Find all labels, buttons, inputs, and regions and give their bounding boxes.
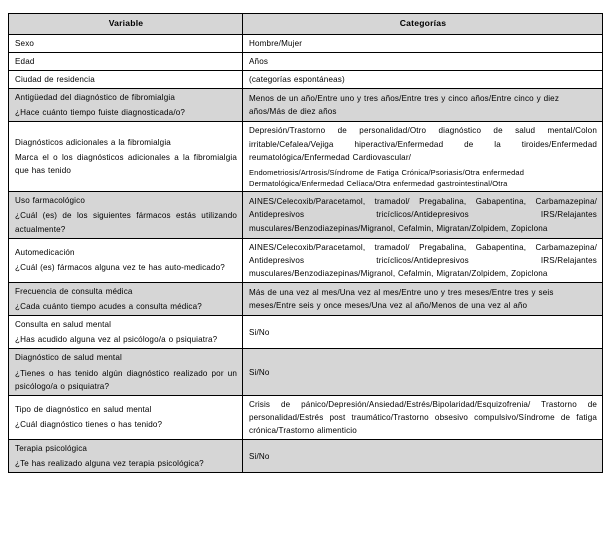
variables-table [8, 13, 603, 473]
cell-categorias [243, 53, 603, 71]
categoria-line: Si/No [249, 451, 270, 461]
categoria-line: Menos de un año/Entre uno y tres años/Entre tres y cinco años/Entre cinco y diez años/Más de diez años [249, 94, 560, 117]
table-row [9, 89, 603, 122]
cell-variable [9, 395, 243, 439]
table-row [9, 395, 603, 439]
variable-question: ¿Hace cuánto tiempo fuiste diagnosticada/o? [15, 108, 186, 118]
categoria-line: Crisis de pánico/Depresión/Ansiedad/Estrés/Bipolaridad/Esquizofrenia/ Trastorno de personalidad/Estrés post traumático/Trastorno obsesivo compulsivo/Síndrome de fatiga crónica/Trastorno alimenticio [249, 399, 597, 435]
table-row [9, 53, 603, 71]
cell-categorias [243, 192, 603, 238]
table-row [9, 71, 603, 89]
cell-variable [9, 238, 243, 282]
table-row [9, 238, 603, 282]
categoria-line: AINES/Celecoxib/Paracetamol, tramadol/ Pregabalina, Gabapentina, Carbamazepina/ Antidepresivos tricíclicos/Antidepresivos IRS/Relajantes musculares/Benzodiazepinas/Migranol, Cefalmin, Migratan/Zolpidem, Zopiclona [249, 242, 597, 278]
variable-name: Automedicación [15, 248, 75, 258]
variable-question: ¿Has acudido alguna vez al psicólogo/a o psiquiatra? [15, 335, 218, 345]
table-row [9, 122, 603, 192]
categoria-line: Si/No [249, 327, 270, 337]
categoria-paragraph: Depresión/Trastorno de personalidad/Otro diagnóstico de salud mental/Colon irritable/Cefalea/Vejiga hiperactiva/Enfermedad de la tiroides/Enfermedad reumatológica/Enfermedad Cardiovascular/ [249, 126, 597, 162]
cell-variable [9, 71, 243, 89]
variable-name: Diagnósticos adicionales a la fibromialgia [15, 138, 171, 148]
table-row [9, 192, 603, 238]
cell-categorias [243, 34, 603, 52]
variable-name: Sexo [15, 38, 35, 48]
cell-variable [9, 34, 243, 52]
cell-variable [9, 282, 243, 315]
cell-categorias [243, 282, 603, 315]
cell-variable [9, 122, 243, 192]
cell-variable [9, 316, 243, 349]
variable-name: Uso farmacológico [15, 196, 85, 206]
cell-categorias [243, 89, 603, 122]
variable-question: ¿Te has realizado alguna vez terapia psicológica? [15, 459, 204, 469]
cell-categorias [243, 395, 603, 439]
variable-name: Edad [15, 57, 35, 67]
variable-question: ¿Cuál (es) fármacos alguna vez te has auto-medicado? [15, 263, 225, 273]
categoria-line: Más de una vez al mes/Una vez al mes/Entre uno y tres meses/Entre tres y seis meses/Entre seis y once meses/Una vez al año/Menos de una vez al año [249, 287, 554, 311]
cell-variable [9, 192, 243, 238]
variable-question: Marca el o los diagnósticos adicionales a la fibromialgia que has tenido [15, 153, 237, 176]
cell-categorias [243, 316, 603, 349]
table-row [9, 34, 603, 52]
cell-variable [9, 440, 243, 473]
table-header-row [9, 14, 603, 35]
cell-variable [9, 89, 243, 122]
cell-categorias [243, 71, 603, 89]
categoria-line: Si/No [249, 367, 270, 377]
column-header-categorias: Categorías [243, 14, 603, 35]
table-row [9, 282, 603, 315]
variable-name: Terapia psicológica [15, 444, 88, 454]
table-row [9, 349, 603, 395]
categoria-line: Años [249, 57, 269, 67]
table-header [9, 14, 603, 35]
categoria-line: AINES/Celecoxib/Paracetamol, tramadol/ Pregabalina, Gabapentina, Carbamazepina/ Antidepresivos tricíclicos/Antidepresivos IRS/Relajantes musculares/Benzodiazepinas/Migranol, Cefalmin, Migratan/Zolpidem, Zopiclona [249, 197, 597, 233]
variable-question: ¿Cuál (es) de los siguientes fármacos estás utilizando actualmente? [15, 211, 237, 234]
variable-name: Antigüedad del diagnóstico de fibromialgia [15, 93, 175, 103]
column-header-variable: Variable [9, 14, 243, 35]
cell-variable [9, 53, 243, 71]
cell-categorias [243, 122, 603, 192]
variable-name: Frecuencia de consulta médica [15, 286, 133, 296]
table-body [9, 34, 603, 472]
variable-question: ¿Cuál diagnóstico tienes o has tenido? [15, 420, 163, 430]
cell-categorias [243, 349, 603, 395]
categoria-line: (categorías espontáneas) [249, 75, 345, 85]
variable-name: Consulta en salud mental [15, 320, 112, 330]
table-row [9, 440, 603, 473]
table-row [9, 316, 603, 349]
cell-categorias [243, 238, 603, 282]
cell-categorias [243, 440, 603, 473]
variable-question: ¿Cada cuánto tiempo acudes a consulta médica? [15, 302, 202, 312]
categoria-paragraph: Endometriosis/Artrosis/Síndrome de Fatiga Crónica/Psoriasis/Otra enfermedad Dermatológica/Enfermedad Celíaca/Otra enfermedad gastrointestinal/Otra [249, 167, 525, 189]
variable-name: Ciudad de residencia [15, 75, 95, 85]
variable-name: Diagnóstico de salud mental [15, 353, 122, 363]
variable-name: Tipo de diagnóstico en salud mental [15, 405, 152, 415]
cell-variable [9, 349, 243, 395]
categoria-line: Hombre/Mujer [249, 38, 303, 48]
variable-question: ¿Tienes o has tenido algún diagnóstico realizado por un psicólogo/a o psiquiatra? [15, 368, 237, 391]
